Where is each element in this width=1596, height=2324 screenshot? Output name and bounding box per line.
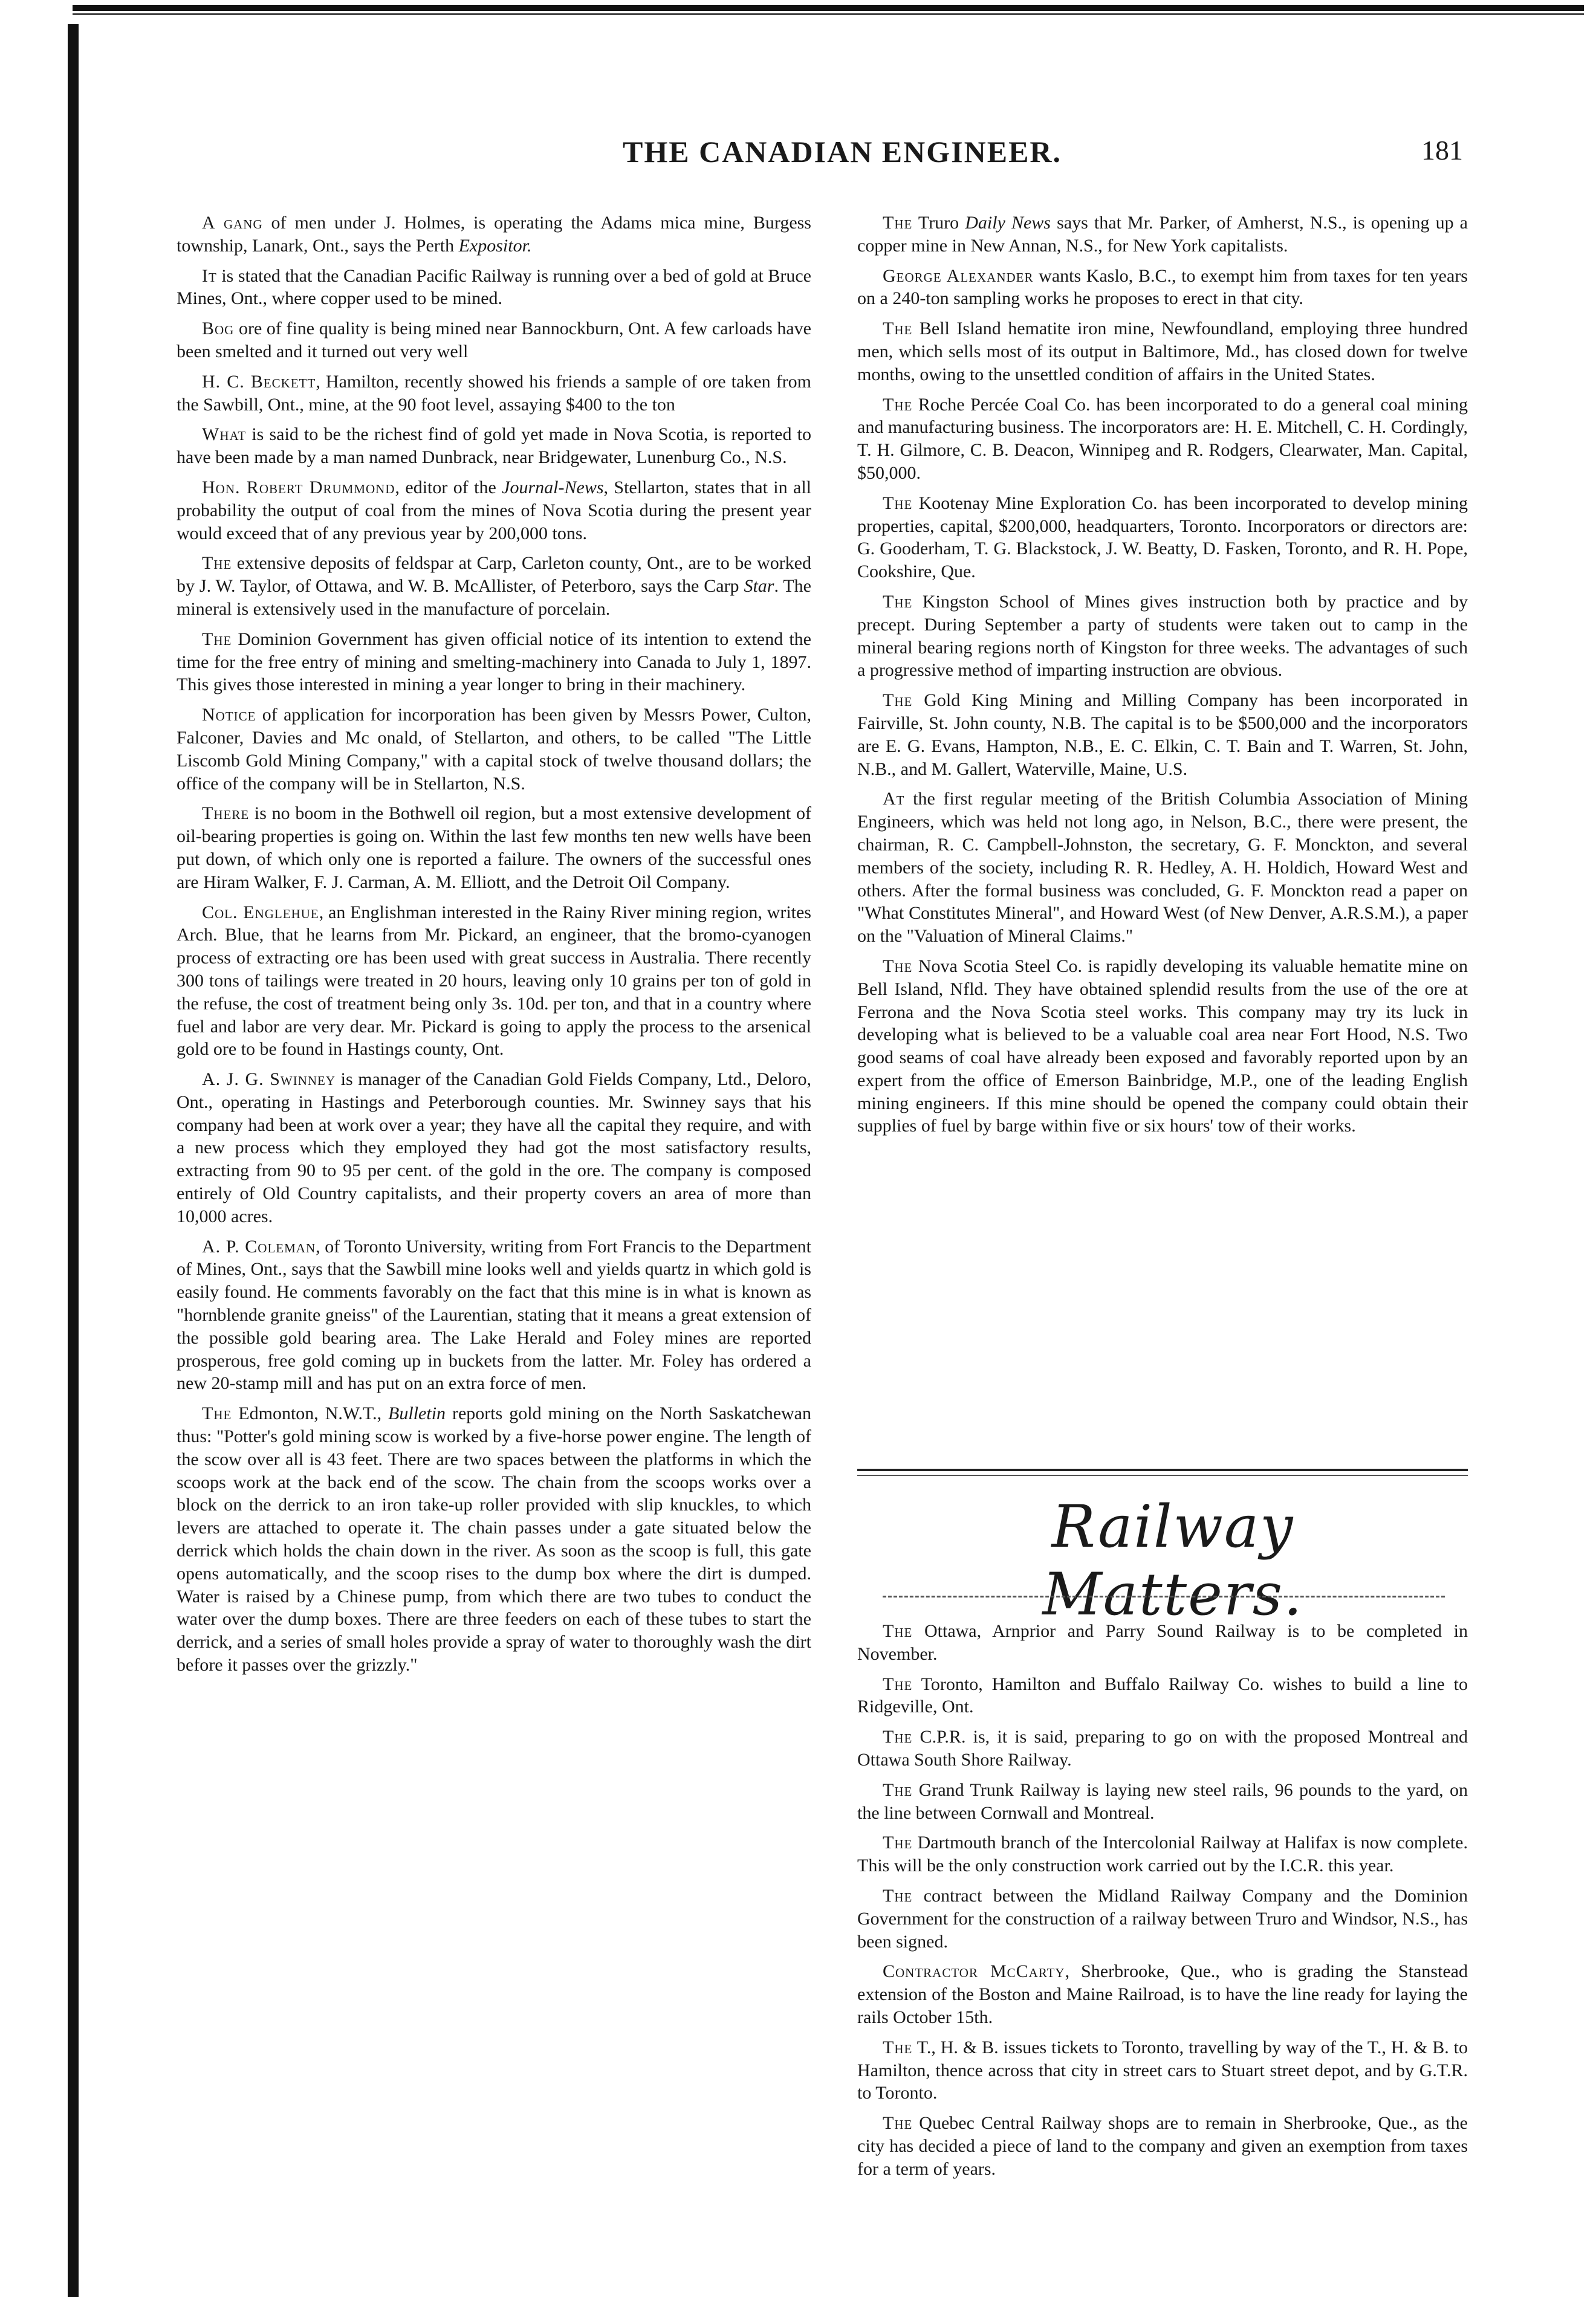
lead-word: The	[883, 2113, 913, 2134]
binding-edge	[68, 24, 79, 2297]
body-text: , an Englishman interested in the Rainy River mining region, writes Arch. Blue, that he learns from Mr. Pickard, an engineer, that the bromo-cyanogen process of extracting ore has been used with great success in Australia. There recently 300 tons of tailings were treated in 20 hours, leaving only 10 grains per ton of gold in the refuse, the cost of treatment being only 3s. 10d. per ton, and that in a country where fuel and labor are very dear. Mr. Pickard is going to apply the process to the arsenical gold ore to be found in Hastings county, Ont.	[177, 902, 811, 1060]
news-item	[177, 371, 811, 416]
lead-word: The	[883, 213, 913, 233]
news-item	[857, 492, 1468, 583]
news-item	[177, 317, 811, 363]
body-text: T., H. & B. issues tickets to Toronto, travelling by way of the T., H. & B. to Hamilton, thence across that city in street cars to Stuart street depot, and by G.T.R. to Toronto.	[857, 2037, 1468, 2103]
news-item	[857, 689, 1468, 780]
publication-name: Expositor.	[458, 235, 532, 256]
lead-word: The	[883, 690, 913, 711]
news-item	[857, 212, 1468, 257]
lead-word: The	[883, 1621, 913, 1641]
lead-word: The	[883, 493, 913, 513]
lead-word: Bog	[202, 319, 235, 339]
lead-word: The	[883, 591, 913, 612]
railway-news-item	[857, 1831, 1468, 1877]
body-text: Dominion Government has given official notice of its intention to extend the time for the free entry of mining and smelting-machinery into Canada to July 1, 1897. This gives those interested in mining a year longer to bring in their machinery.	[177, 629, 811, 695]
body-text: the first regular meeting of the British Columbia Association of Mining Engineers, which was held not long ago, in Nelson, B.C., there were present, the chairman, R. C. Campbell-Johnston, the secretary, G. F. Monckton, and several members of the society, including R. R. Hedley, A. H. Holdich, Howard West and others. After the formal business was concluded, G. F. Monckton read a paper on "What Constitutes Mineral", and Howard West (of New Denver, A.R.S.M.), a paper on the "Valuation of Mineral Claims."	[857, 789, 1468, 947]
body-text: , Stellarton, states that in all probability the output of coal from the mines of Nova Scotia during the present year would exceed that of any previous year by 200,000 tons.	[177, 477, 811, 543]
lead-word: The	[202, 1403, 232, 1424]
body-text: Nova Scotia Steel Co. is rapidly developing its valuable hematite mine on Bell Island, Nfld. They have obtained splendid results from the use of the ore at Ferrona and the Nova Scotia steel works. This company may try its luck in developing what is believed to be a valuable coal area near Fort Hood, N.S. Two good seams of coal have already been exposed and favorably reported upon by an expert from the office of Emerson Bainbridge, M.P., one of the leading English mining engineers. If this mine should be opened the company could obtain their supplies of fuel by barge within five or six hours' tow of their works.	[857, 956, 1468, 1136]
news-item	[177, 1235, 811, 1396]
body-text: , Hamilton, recently showed his friends a sample of ore taken from the Sawbill, Ont., mine, at the 90 foot level, assaying $400 to the ton	[177, 371, 812, 415]
news-item	[177, 628, 811, 696]
railway-news-item	[857, 1779, 1468, 1825]
lead-word: It	[202, 265, 217, 286]
body-text: says that Mr. Parker, of Amherst, N.S., is opening up a copper mine in New Annan, N.S., for New York capitalists.	[857, 213, 1468, 256]
body-text: Gold King Mining and Milling Company has been incorporated in Fairville, St. John county, N.B. The capital is to be $500,000 and the incorporators are E. G. Evans, Hampton, N.B., E. C. Elkin, C. T. Bain and T. Warren, St. John, N.B., and M. Gallert, Waterville, Maine, U.S.	[857, 690, 1468, 779]
body-text: is said to be the richest find of gold yet made in Nova Scotia, is reported to have been made by a man named Dunbrack, near Bridgewater, Lunenburg Co., N.S.	[177, 424, 811, 468]
news-item	[177, 1402, 811, 1677]
body-text: Grand Trunk Railway is laying new steel rails, 96 pounds to the yard, on the line between Cornwall and Montreal.	[857, 1779, 1468, 1823]
lead-word: A. J. G. Swinney	[202, 1069, 336, 1090]
railway-news-item	[857, 2112, 1468, 2180]
body-text: extensive deposits of feldspar at Carp, Carleton county, Ont., are to be worked by J. W. Taylor, of Ottawa, and W. B. McAllister, of Peterboro, says the Carp	[177, 553, 811, 597]
heading-underline-rule	[883, 1596, 1445, 1597]
news-item	[857, 393, 1468, 485]
body-text: is manager of the Canadian Gold Fields Company, Ltd., Deloro, Ont., operating in Hastings and Peterborough counties. Mr. Swinney says that his company had been at work over a year; they have all the capital they require, and with a new process which they employed they had got the most satisfactory results, extracting from 90 to 95 per cent. of the gold in the ore. The company is composed entirely of Old Country capitalists, and their property covers an area of more than 10,000 acres.	[177, 1069, 811, 1226]
news-item	[177, 476, 811, 545]
lead-word: The	[883, 2037, 913, 2057]
lead-word: The	[202, 553, 232, 574]
publication-name: Star	[744, 576, 774, 597]
news-item	[177, 212, 811, 257]
body-text: contract between the Midland Railway Company and the Dominion Government for the construction of a railway between Truro and Windsor, N.S., has been signed.	[857, 1885, 1468, 1952]
lead-word: The	[883, 1727, 913, 1747]
railway-news-item	[857, 1726, 1468, 1772]
body-text: , Sherbrooke, Que., who is grading the Stanstead extension of the Boston and Maine Railroad, is to have the line ready for laying the rails October 15th.	[857, 1961, 1468, 2027]
body-text: Bell Island hematite iron mine, Newfoundland, employing three hundred men, which sells most of its output in Baltimore, Md., has closed down for twelve months, owing to the unsettled condition of affairs in the United States.	[857, 319, 1468, 384]
body-text: Ottawa, Arnprior and Parry Sound Railway is to be completed in November.	[857, 1621, 1468, 1664]
publication-name: Journal-News	[502, 477, 604, 497]
body-text: Kingston School of Mines gives instruction both by practice and by precept. During September a party of students were taken out to camp in the mineral bearing regions north of Kingston for three weeks. The advantages of such a progressive method of imparting instruction are obvious.	[857, 591, 1468, 681]
lead-word: A. P. Coleman	[202, 1236, 316, 1257]
lead-word: George Alexander	[883, 265, 1034, 286]
lead-word: The	[883, 956, 913, 976]
page-header	[605, 134, 1463, 176]
section-divider-thin	[857, 1475, 1468, 1476]
left-column	[177, 212, 811, 1684]
news-item	[857, 591, 1468, 682]
body-text: is stated that the Canadian Pacific Railway is running over a bed of gold at Bruce Mines, Ont., where copper used to be mined.	[177, 265, 811, 309]
body-text: of men under J. Holmes, is operating the Adams mica mine, Burgess township, Lanark, Ont., says the Perth	[177, 213, 811, 256]
publication-name: Bulletin	[388, 1403, 446, 1424]
news-item	[177, 552, 811, 620]
lead-word: The	[883, 1674, 913, 1694]
news-item	[177, 423, 811, 469]
lead-word: Hon. Robert Drummond	[202, 477, 395, 497]
body-text: Kootenay Mine Exploration Co. has been incorporated to develop mining properties, capital, $200,000, headquarters, Toronto. Incorporators or directors are: G. Gooderham, T. G. Blackstock, J. W. Beatty, D. Fasken, Toronto, and R. H. Pope, Cookshire, Que.	[857, 493, 1468, 582]
top-border-rule	[73, 5, 1584, 11]
railway-news-item	[857, 1620, 1468, 1666]
lead-word: Contractor McCarty	[883, 1961, 1065, 1982]
news-item	[857, 955, 1468, 1138]
body-text: Truro	[912, 213, 965, 233]
body-text: Edmonton, N.W.T.,	[232, 1403, 389, 1424]
news-item	[177, 704, 811, 795]
body-text: C.P.R. is, it is said, preparing to go on with the proposed Montreal and Ottawa South Shore Railway.	[857, 1727, 1468, 1770]
lead-word: The	[883, 1779, 913, 1800]
publication-name: Daily News	[965, 213, 1051, 233]
news-item	[857, 265, 1468, 311]
body-text: of application for incorporation has been given by Messrs Power, Culton, Falconer, Davies and Mc onald, of Stellarton, and others, to be called "The Little Liscomb Gold Mining Company," with a capital stock of twelve thousand dollars; the office of the company will be in Stellarton, N.S.	[177, 705, 811, 794]
lead-word: At	[883, 789, 905, 809]
railway-news-item	[857, 1960, 1468, 2028]
lead-word: The	[883, 319, 913, 339]
body-text: wants Kaslo, B.C., to exempt him from taxes for ten years on a 240-ton sampling works he proposes to erect in that city.	[857, 265, 1468, 309]
body-text: Dartmouth branch of the Intercolonial Railway at Halifax is now complete. This will be the only construction work carried out by the I.C.R. this year.	[857, 1833, 1468, 1876]
railway-matters-heading: Railway Matters.	[1042, 1493, 1303, 1628]
railway-news-item	[857, 1885, 1468, 1953]
body-text: reports gold mining on the North Saskatchewan thus: "Potter's gold mining scow is worked by a five-horse power engine. The length of the scow over all is 43 feet. There are two spaces between the platforms in which the scoops work at the back end of the scow. The chain from the scoops works over a block on the derrick to an iron take-up roller provided with slip knuckles, to which levers are attached to operate it. The chain passes under a gate situated below the derrick which holds the chain down in the river. As soon as the scoop is full, this gate opens automatically, and the scoop rises to the dump box where the dirt is dumped. Water is raised by a Chinese pump, from which there are two tubes to conduct the water over the dump boxes. There are three feeders on each of these tubes to start the derrick, and a series of small holes provide a spray of water to thoroughly wash the dirt before it passes over the grizzly."	[177, 1403, 811, 1675]
lead-word: H. C. Beckett	[202, 371, 316, 392]
section-divider-thick	[857, 1469, 1468, 1471]
body-text: Roche Percée Coal Co. has been incorporated to do a general coal mining and manufacturing business. The incorporators are: H. E. Mitchell, C. H. Cordingly, T. H. Gilmore, C. B. Deacon, Winnipeg and R. Rodgers, Clearwater, Man. Capital, $50,000.	[857, 394, 1468, 483]
lead-word: Notice	[202, 705, 256, 725]
body-text: Quebec Central Railway shops are to remain in Sherbrooke, Que., as the city has decided a piece of land to the company and given an exemption from taxes for a term of years.	[857, 2113, 1468, 2179]
top-border-thin-rule	[73, 13, 1584, 15]
lead-word: The	[883, 1885, 913, 1906]
page-number: 181	[1421, 135, 1463, 166]
lead-word: There	[202, 803, 250, 824]
news-item	[177, 1068, 811, 1228]
news-item	[177, 901, 811, 1061]
journal-title: THE CANADIAN ENGINEER.	[623, 135, 1062, 169]
lead-word: Col. Englehue	[202, 902, 319, 922]
news-item	[177, 802, 811, 893]
lead-word: The	[883, 394, 913, 415]
body-text: . The mineral is extensively used in the manufacture of porcelain.	[177, 576, 811, 619]
lead-word: The	[883, 1833, 913, 1853]
body-text: Toronto, Hamilton and Buffalo Railway Co. wishes to build a line to Ridgeville, Ont.	[857, 1674, 1468, 1717]
railway-column	[857, 1620, 1468, 2188]
railway-news-item	[857, 2036, 1468, 2105]
right-column	[857, 212, 1468, 1145]
lead-word: A gang	[202, 213, 263, 233]
body-text: is no boom in the Bothwell oil region, but a most extensive development of oil-bearing properties is going on. Within the last few months ten new wells have been put down, of which only one is reported a failure. The owners of the successful ones are Hiram Walker, F. J. Carman, A. M. Elliott, and the Detroit Oil Company.	[177, 803, 811, 892]
railway-news-item	[857, 1673, 1468, 1719]
body-text: ore of fine quality is being mined near Bannockburn, Ont. A few carloads have been smelted and it turned out very well	[177, 319, 811, 361]
news-item	[177, 265, 811, 311]
lead-word: What	[202, 424, 247, 445]
lead-word: The	[202, 629, 232, 649]
body-text: , editor of the	[395, 477, 502, 497]
news-item	[857, 788, 1468, 948]
body-text: , of Toronto University, writing from Fort Francis to the Department of Mines, Ont., says that the Sawbill mine looks well and yields quartz in which gold is easily found. He comments favorably on the fact that this mine is in what is known as "hornblende granite gneiss" of the Laurentian, stating that it means a great extension of the possible gold bearing area. The Lake Herald and Foley mines are reported prosperous, free gold coming up in buckets from the latter. Mr. Foley has ordered a new 20-stamp mill and has put on an extra force of men.	[177, 1236, 811, 1394]
news-item	[857, 317, 1468, 386]
